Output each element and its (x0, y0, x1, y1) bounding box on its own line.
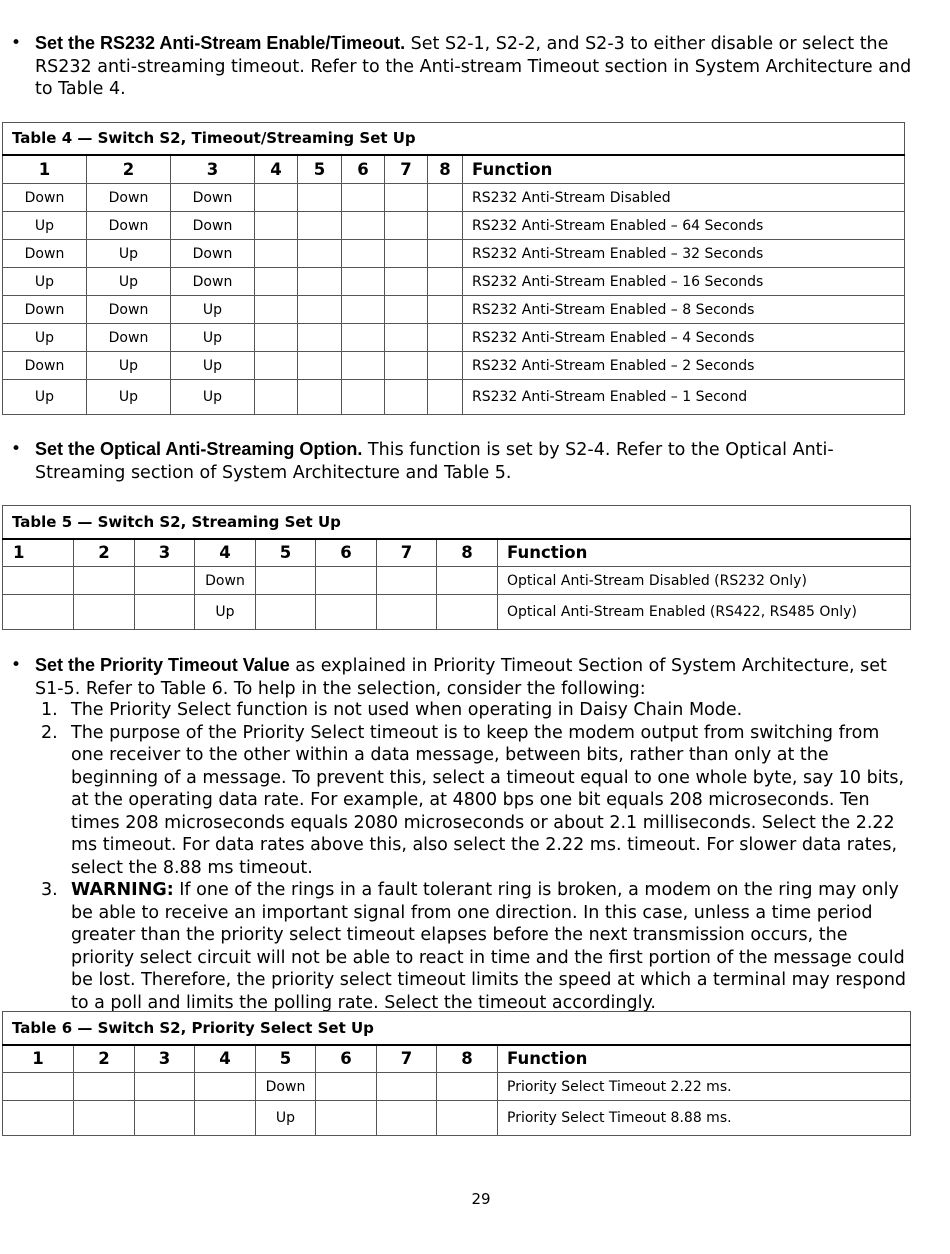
function-cell: Optical Anti-Stream Disabled (RS232 Only) (498, 567, 911, 595)
switch-cell: Down (87, 324, 171, 352)
switch-cell: Up (3, 380, 87, 415)
table-5-caption: Table 5 — Switch S2, Streaming Set Up (3, 506, 911, 539)
switch-cell (377, 1073, 437, 1101)
table-row (3, 352, 905, 380)
header-cell: 7 (377, 1045, 437, 1073)
optical-paragraph (11, 438, 915, 484)
switch-cell (135, 1101, 195, 1136)
switch-cell: Down (3, 184, 87, 212)
switch-cell: Up (3, 268, 87, 296)
switch-cell (298, 352, 342, 380)
switch-cell (437, 1101, 498, 1136)
switch-cell (3, 1073, 74, 1101)
list-item-number: 1. (41, 700, 58, 720)
switch-cell (428, 184, 463, 212)
intro-paragraph (11, 32, 915, 101)
header-cell: 8 (437, 539, 498, 567)
intro-text: Set S2-1, S2-2, and S2-3 to either disable or select the RS232 anti-streaming timeout. Refer to the Anti-stream Timeout section in System Architecture and to Table 4. (35, 34, 912, 99)
switch-cell (255, 212, 298, 240)
table-6-header-row (3, 1045, 911, 1073)
table-row (3, 268, 905, 296)
table-row (3, 296, 905, 324)
switch-cell (316, 1101, 377, 1136)
switch-cell: Down (256, 1073, 316, 1101)
header-cell: 7 (377, 539, 437, 567)
header-cell: 3 (135, 539, 195, 567)
table-4-body (3, 184, 905, 415)
header-cell: 4 (195, 1045, 256, 1073)
header-cell: 8 (428, 155, 463, 184)
switch-cell (342, 184, 385, 212)
header-cell-function: Function (498, 539, 911, 567)
priority-text: as explained in Priority Timeout Section of System Architecture, set S1-5. Refer to Table 6. To help in the selection, consider the following: (35, 656, 887, 699)
table-row (3, 1073, 911, 1101)
switch-cell (74, 567, 135, 595)
switch-cell: Up (171, 296, 255, 324)
switch-cell (74, 1073, 135, 1101)
switch-cell (428, 380, 463, 415)
switch-cell (255, 324, 298, 352)
table-6-body (3, 1073, 911, 1136)
header-cell: 5 (256, 539, 316, 567)
list-item-text: If one of the rings in a fault tolerant ring is broken, a modem on the ring may only be able to receive an important signal from one direction. In this case, unless a time period greater than the priority select timeout elapses before the next transmission occurs, the priority select circuit will not be able to react in time and the first portion of the message could be lost. Therefore, the priority select timeout limits the speed at which a terminal may respond to a poll and limits the polling rate. Select the timeout accordingly. (71, 880, 907, 1013)
switch-cell (298, 268, 342, 296)
switch-cell (385, 380, 428, 415)
switch-cell (428, 212, 463, 240)
switch-cell (195, 1073, 256, 1101)
switch-cell (377, 1101, 437, 1136)
switch-cell (428, 296, 463, 324)
table-row (3, 212, 905, 240)
switch-cell (135, 1073, 195, 1101)
header-cell: 8 (437, 1045, 498, 1073)
switch-cell: Up (3, 212, 87, 240)
function-cell: RS232 Anti-Stream Enabled – 2 Seconds (463, 352, 905, 380)
switch-cell (437, 567, 498, 595)
switch-cell (437, 1073, 498, 1101)
switch-cell (342, 352, 385, 380)
header-cell: 1 (3, 155, 87, 184)
header-cell: 3 (171, 155, 255, 184)
switch-cell (255, 240, 298, 268)
switch-cell (135, 567, 195, 595)
switch-cell (316, 1073, 377, 1101)
switch-cell: Up (195, 595, 256, 630)
table-row (3, 324, 905, 352)
switch-cell: Up (171, 380, 255, 415)
switch-cell: Down (3, 352, 87, 380)
table-row (3, 567, 911, 595)
table-6-caption: Table 6 — Switch S2, Priority Select Set Up (3, 1012, 911, 1045)
switch-cell (428, 240, 463, 268)
table-4 (2, 122, 905, 415)
table-5-body (3, 567, 911, 630)
table-4-caption: Table 4 — Switch S2, Timeout/Streaming Set Up (3, 123, 905, 155)
table-5-header-row (3, 539, 911, 567)
header-cell: 6 (342, 155, 385, 184)
switch-cell: Up (3, 324, 87, 352)
switch-cell (385, 184, 428, 212)
header-cell: 4 (255, 155, 298, 184)
header-cell: 2 (74, 1045, 135, 1073)
table-row (3, 595, 911, 630)
switch-cell (428, 268, 463, 296)
function-cell: RS232 Anti-Stream Enabled – 16 Seconds (463, 268, 905, 296)
function-cell: RS232 Anti-Stream Enabled – 1 Second (463, 380, 905, 415)
switch-cell (385, 296, 428, 324)
switch-cell (385, 324, 428, 352)
function-cell: RS232 Anti-Stream Enabled – 4 Seconds (463, 324, 905, 352)
switch-cell: Down (87, 296, 171, 324)
switch-cell: Up (171, 324, 255, 352)
switch-cell (428, 324, 463, 352)
switch-cell (255, 268, 298, 296)
table-5 (2, 505, 911, 630)
switch-cell (255, 380, 298, 415)
switch-cell: Up (256, 1101, 316, 1136)
warning-label: WARNING: (71, 880, 174, 900)
header-cell: 3 (135, 1045, 195, 1073)
switch-cell (74, 595, 135, 630)
header-cell-function: Function (463, 155, 905, 184)
switch-cell (298, 240, 342, 268)
switch-cell (385, 352, 428, 380)
switch-cell (316, 595, 377, 630)
switch-cell (342, 296, 385, 324)
header-cell-function: Function (498, 1045, 911, 1073)
switch-cell: Down (3, 296, 87, 324)
switch-cell (385, 268, 428, 296)
function-cell: Optical Anti-Stream Enabled (RS422, RS485 Only) (498, 595, 911, 630)
switch-cell: Down (195, 567, 256, 595)
switch-cell: Up (171, 352, 255, 380)
function-cell: Priority Select Timeout 2.22 ms. (498, 1073, 911, 1101)
switch-cell (255, 296, 298, 324)
switch-cell (342, 324, 385, 352)
header-cell: 6 (316, 539, 377, 567)
list-item-number: 3. (41, 880, 58, 900)
list-item-number: 2. (41, 722, 58, 743)
switch-cell (342, 240, 385, 268)
page-number: 29 (471, 1190, 491, 1208)
switch-cell (342, 380, 385, 415)
switch-cell (255, 184, 298, 212)
switch-cell (385, 240, 428, 268)
switch-cell (3, 1101, 74, 1136)
intro-heading: Set the RS232 Anti-Stream Enable/Timeout. (35, 33, 406, 53)
switch-cell: Up (87, 240, 171, 268)
switch-cell (298, 296, 342, 324)
switch-cell (342, 268, 385, 296)
switch-cell: Down (171, 268, 255, 296)
bullet-icon: • (11, 439, 22, 459)
bullet-icon: • (11, 33, 22, 53)
switch-cell (255, 352, 298, 380)
table-4-header-row (3, 155, 905, 184)
list-item (35, 722, 915, 880)
switch-cell: Down (87, 212, 171, 240)
header-cell: 2 (74, 539, 135, 567)
switch-cell (195, 1101, 256, 1136)
header-cell: 1 (3, 1045, 74, 1073)
switch-cell (3, 595, 74, 630)
switch-cell (256, 595, 316, 630)
header-cell: 1 (3, 539, 74, 567)
list-item (35, 879, 915, 1014)
switch-cell (256, 567, 316, 595)
list-item (35, 699, 915, 722)
switch-cell: Down (171, 184, 255, 212)
priority-paragraph (11, 654, 915, 700)
priority-heading: Set the Priority Timeout Value (35, 655, 290, 675)
table-row (3, 380, 905, 415)
switch-cell (342, 212, 385, 240)
header-cell: 5 (298, 155, 342, 184)
switch-cell (385, 212, 428, 240)
switch-cell (298, 212, 342, 240)
header-cell: 6 (316, 1045, 377, 1073)
table-6 (2, 1011, 911, 1136)
switch-cell (74, 1101, 135, 1136)
switch-cell: Down (171, 240, 255, 268)
switch-cell (135, 595, 195, 630)
switch-cell: Down (171, 212, 255, 240)
header-cell: 4 (195, 539, 256, 567)
switch-cell: Down (87, 184, 171, 212)
switch-cell (377, 595, 437, 630)
header-cell: 5 (256, 1045, 316, 1073)
switch-cell (3, 567, 74, 595)
table-row (3, 240, 905, 268)
list-item-text: The purpose of the Priority Select timeout is to keep the modem output from switching from one receiver to the other within a data message, between bits, rather than only at the beginning of a message. To prevent this, select a timeout equal to one whole byte, say 10 bits, at the operating data rate. For example, at 4800 bps one bit equals 208 microseconds. Ten times 208 microseconds equals 2080 microseconds or about 2.1 milliseconds. Select the 2.22 ms timeout. For data rates above this, also select the 2.22 ms. timeout. For slower data rates, select the 8.88 ms timeout. (71, 722, 905, 878)
switch-cell (298, 184, 342, 212)
switch-cell (437, 595, 498, 630)
function-cell: RS232 Anti-Stream Enabled – 32 Seconds (463, 240, 905, 268)
function-cell: RS232 Anti-Stream Enabled – 8 Seconds (463, 296, 905, 324)
switch-cell (316, 567, 377, 595)
switch-cell: Up (87, 352, 171, 380)
header-cell: 7 (385, 155, 428, 184)
switch-cell (298, 324, 342, 352)
switch-cell: Up (87, 268, 171, 296)
priority-list (35, 699, 915, 1014)
function-cell: Priority Select Timeout 8.88 ms. (498, 1101, 911, 1136)
bullet-icon: • (11, 655, 22, 675)
switch-cell: Down (3, 240, 87, 268)
table-row (3, 1101, 911, 1136)
function-cell: RS232 Anti-Stream Enabled – 64 Seconds (463, 212, 905, 240)
switch-cell (377, 567, 437, 595)
header-cell: 2 (87, 155, 171, 184)
function-cell: RS232 Anti-Stream Disabled (463, 184, 905, 212)
switch-cell (428, 352, 463, 380)
switch-cell: Up (87, 380, 171, 415)
table-row (3, 184, 905, 212)
list-item-text: The Priority Select function is not used when operating in Daisy Chain Mode. (71, 700, 743, 720)
switch-cell (298, 380, 342, 415)
optical-heading: Set the Optical Anti-Streaming Option. (35, 439, 363, 459)
optical-text: This function is set by S2-4. Refer to the Optical Anti-Streaming section of System Architecture and Table 5. (35, 440, 834, 483)
